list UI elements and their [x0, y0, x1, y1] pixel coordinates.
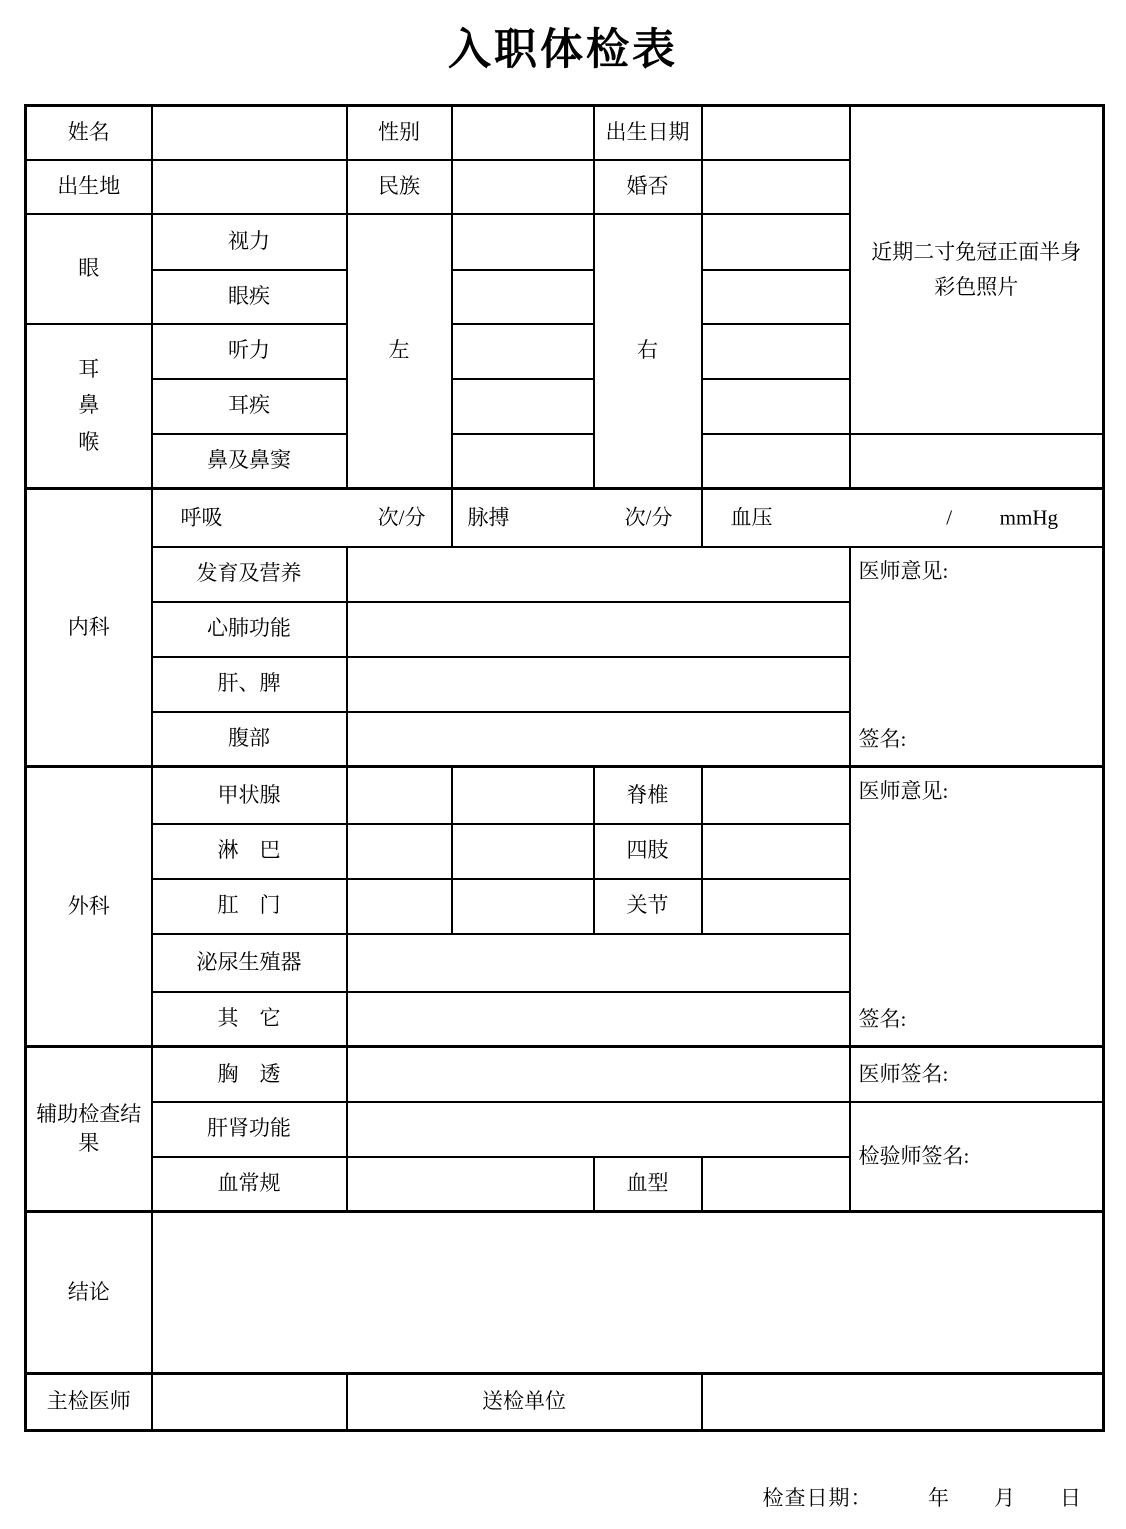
limbs-label: 四肢 — [594, 824, 702, 879]
hearing-label: 听力 — [152, 324, 347, 379]
heart-lung-label: 心肺功能 — [152, 602, 347, 657]
right-column-label: 右 — [594, 214, 702, 489]
breath-label: 呼吸 — [180, 505, 223, 530]
surgery-section-label: 外科 — [26, 767, 152, 1047]
chief-doctor-label: 主检医师 — [26, 1374, 152, 1431]
growth-nutrition-label: 发育及营养 — [152, 547, 347, 602]
joints-field[interactable] — [702, 879, 850, 934]
aux-doctor-sign-cell[interactable]: 医师签名: — [850, 1047, 1104, 1102]
blood-pressure-cell[interactable] — [702, 489, 1104, 547]
eye-disease-right-field[interactable] — [702, 270, 850, 324]
anus-label: 肛 门 — [152, 879, 347, 934]
birthdate-label: 出生日期 — [594, 106, 702, 160]
vision-left-field[interactable] — [452, 214, 594, 270]
birthplace-label: 出生地 — [26, 160, 152, 214]
urogenital-label: 泌尿生殖器 — [152, 934, 347, 992]
sending-unit-field[interactable] — [702, 1374, 1104, 1431]
nose-left-field[interactable] — [452, 434, 594, 489]
liver-kidney-field[interactable] — [347, 1102, 850, 1157]
eye-section-label: 眼 — [26, 214, 152, 324]
breath-unit-label: 次/分 — [377, 505, 426, 530]
blood-type-label: 血型 — [594, 1157, 702, 1212]
name-field[interactable] — [152, 106, 347, 160]
other-label: 其 它 — [152, 992, 347, 1047]
exam-date-line: 检查日期： 年 月 日 — [762, 1486, 1082, 1510]
blood-routine-field[interactable] — [347, 1157, 594, 1212]
limbs-field[interactable] — [702, 824, 850, 879]
growth-nutrition-field[interactable] — [347, 547, 850, 602]
conclusion-label: 结论 — [26, 1212, 152, 1374]
lymph-field-2[interactable] — [452, 824, 594, 879]
hearing-left-field[interactable] — [452, 324, 594, 379]
sending-unit-label: 送检单位 — [347, 1374, 702, 1431]
blood-pressure-label: 血压 — [730, 505, 773, 530]
pulse-cell[interactable] — [452, 489, 702, 547]
gender-field[interactable] — [452, 106, 594, 160]
breath-cell[interactable] — [152, 489, 452, 547]
internal-opinion-label: 医师意见: — [858, 558, 949, 583]
eye-disease-label: 眼疾 — [152, 270, 347, 324]
ear-disease-left-field[interactable] — [452, 379, 594, 434]
blood-pressure-slash: / — [946, 505, 953, 530]
surgery-opinion-label: 医师意见: — [858, 779, 949, 803]
thyroid-field-2[interactable] — [452, 767, 594, 824]
pulse-label: 脉搏 — [467, 505, 510, 530]
liver-spleen-label: 肝、脾 — [152, 657, 347, 712]
blood-routine-label: 血常规 — [152, 1157, 347, 1212]
nose-extra-field[interactable] — [850, 434, 1104, 489]
joints-label: 关节 — [594, 879, 702, 934]
lab-sign-cell[interactable]: 检验师签名: — [850, 1102, 1104, 1212]
form-title: 入职体检表 — [448, 27, 678, 74]
thyroid-field-1[interactable] — [347, 767, 452, 824]
exam-form-table — [24, 104, 1105, 1432]
nose-label: 鼻及鼻窦 — [152, 434, 347, 489]
ethnicity-label: 民族 — [347, 160, 452, 214]
photo-note-cell — [850, 106, 1104, 434]
marital-field[interactable] — [702, 160, 850, 214]
lymph-label: 淋 巴 — [152, 824, 347, 879]
heart-lung-field[interactable] — [347, 602, 850, 657]
lymph-field-1[interactable] — [347, 824, 452, 879]
abdomen-field[interactable] — [347, 712, 850, 767]
chief-doctor-field[interactable] — [152, 1374, 347, 1431]
anus-field-2[interactable] — [452, 879, 594, 934]
marital-label: 婚否 — [594, 160, 702, 214]
eye-disease-left-field[interactable] — [452, 270, 594, 324]
auxiliary-section-label: 辅助检查结果 — [26, 1047, 152, 1212]
vision-right-field[interactable] — [702, 214, 850, 270]
abdomen-label: 腹部 — [152, 712, 347, 767]
other-field[interactable] — [347, 992, 850, 1047]
ear-disease-label: 耳疾 — [152, 379, 347, 434]
birthplace-field[interactable] — [152, 160, 347, 214]
internal-sign-label: 签名: — [858, 726, 907, 751]
urogenital-field[interactable] — [347, 934, 850, 992]
liver-kidney-label: 肝肾功能 — [152, 1102, 347, 1157]
ethnicity-field[interactable] — [452, 160, 594, 214]
ent-section-label — [26, 324, 152, 489]
internal-opinion-cell[interactable] — [850, 547, 1104, 767]
spine-field[interactable] — [702, 767, 850, 824]
blood-type-field[interactable] — [702, 1157, 850, 1212]
gender-label: 性别 — [347, 106, 452, 160]
hearing-right-field[interactable] — [702, 324, 850, 379]
left-column-label: 左 — [347, 214, 452, 489]
ent-section-text: 耳鼻喉 — [78, 356, 100, 455]
photo-note-text: 近期二寸免冠正面半身彩色照片 — [871, 240, 1082, 299]
spine-label: 脊椎 — [594, 767, 702, 824]
conclusion-field[interactable] — [152, 1212, 1104, 1374]
vision-label: 视力 — [152, 214, 347, 270]
ear-disease-right-field[interactable] — [702, 379, 850, 434]
name-label: 姓名 — [26, 106, 152, 160]
chest-xray-label: 胸 透 — [152, 1047, 347, 1102]
internal-section-label: 内科 — [26, 489, 152, 767]
liver-spleen-field[interactable] — [347, 657, 850, 712]
nose-right-field[interactable] — [702, 434, 850, 489]
birthdate-field[interactable] — [702, 106, 850, 160]
surgery-sign-label: 签名: — [858, 1006, 907, 1031]
mmhg-unit-label: mmHg — [999, 505, 1058, 530]
thyroid-label: 甲状腺 — [152, 767, 347, 824]
pulse-unit-label: 次/分 — [624, 505, 673, 530]
anus-field-1[interactable] — [347, 879, 452, 934]
chest-xray-field[interactable] — [347, 1047, 850, 1102]
surgery-opinion-cell[interactable] — [850, 767, 1104, 1047]
